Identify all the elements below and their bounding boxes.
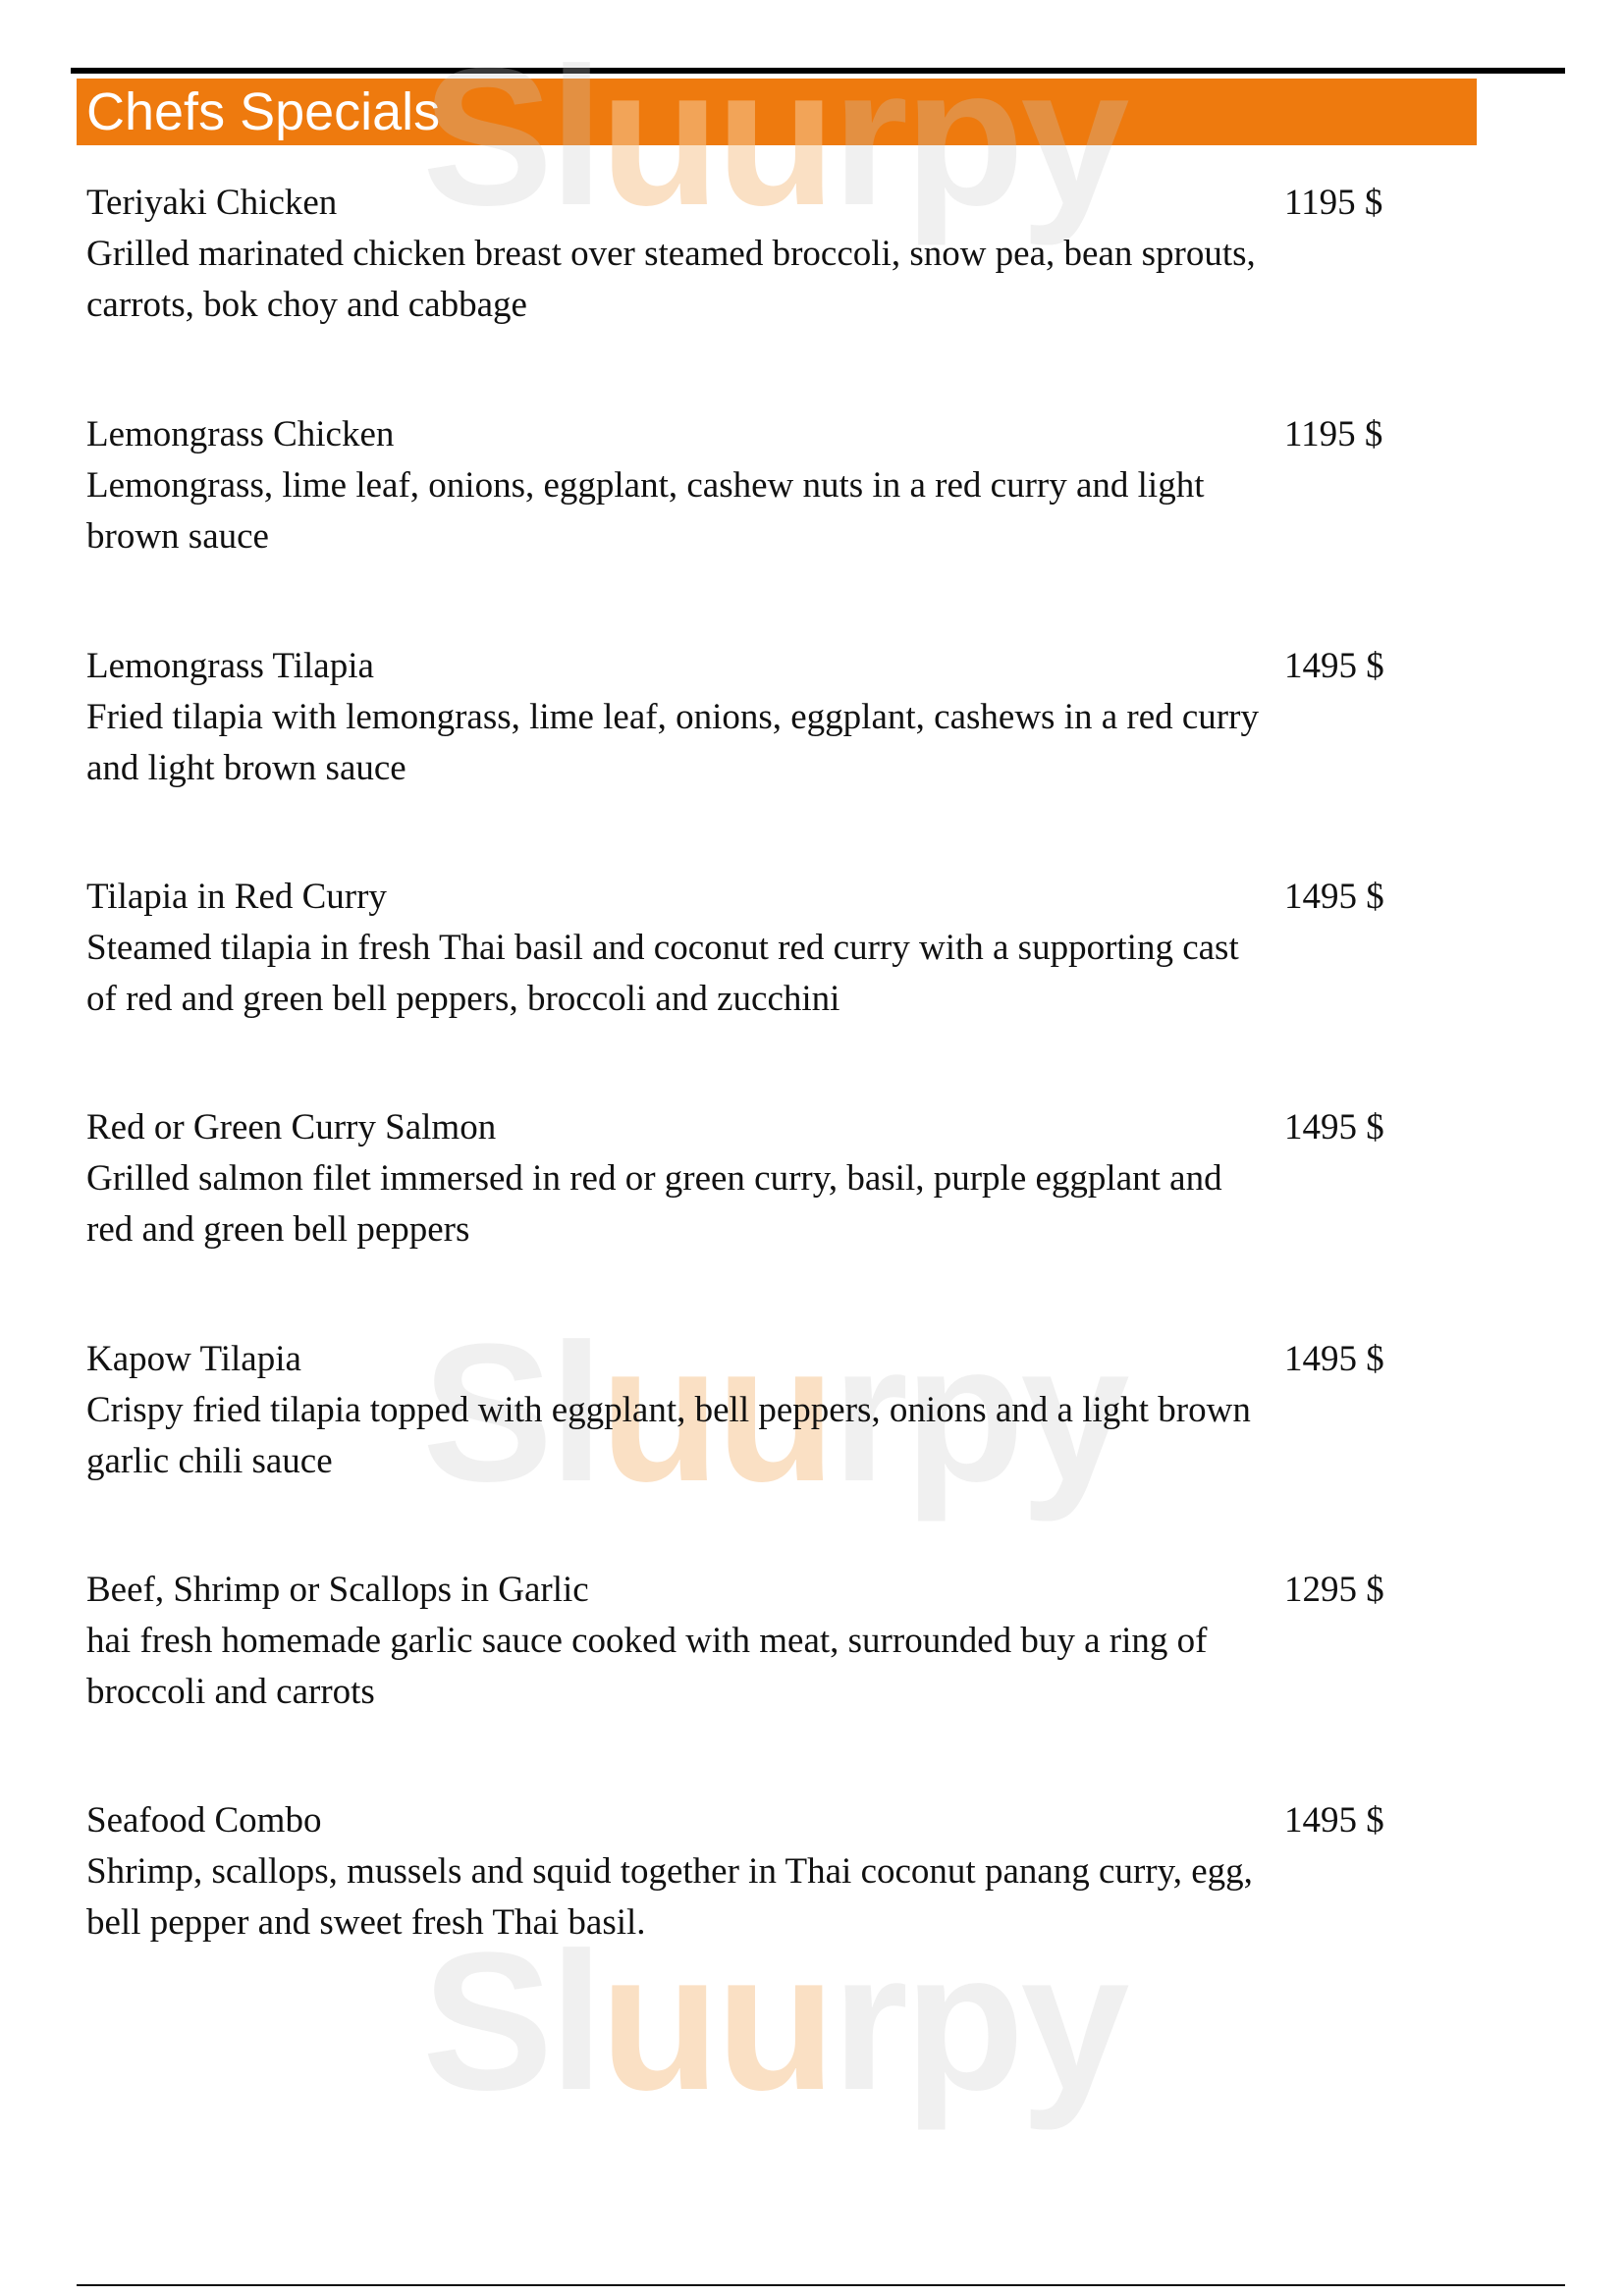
item-description: Fried tilapia with lemongrass, lime leaf, onions, eggplant, cashews in a red curry and light brown sauce (86, 697, 1259, 788)
item-name: Red or Green Curry Salmon (86, 1107, 497, 1148)
menu-item (86, 1102, 1441, 1299)
bottom-rule (77, 2284, 1565, 2286)
item-description: Steamed tilapia in fresh Thai basil and coconut red curry with a supporting cast of red and green bell peppers, broccoli and zucchini (86, 928, 1239, 1019)
item-name: Lemongrass Tilapia (86, 646, 374, 686)
item-description: Lemongrass, lime leaf, onions, eggplant, cashew nuts in a red curry and light brown sauce (86, 465, 1205, 557)
item-description: Crispy fried tilapia topped with eggplant, bell peppers, onions and a light brown garlic chili sauce (86, 1390, 1251, 1481)
menu-item (86, 641, 1441, 837)
watermark-text: Sluurpy (422, 27, 1126, 246)
item-price: 1495 $ (1284, 1107, 1384, 1148)
item-price: 1495 $ (1284, 1800, 1384, 1841)
menu-item (86, 409, 1441, 606)
item-name: Beef, Shrimp or Scallops in Garlic (86, 1570, 589, 1610)
watermark-text: Sluurpy (422, 1912, 1126, 2131)
item-price: 1495 $ (1284, 646, 1384, 686)
watermark-text: Sluurpy (422, 1304, 1126, 1522)
item-name: Seafood Combo (86, 1800, 322, 1841)
item-name: Tilapia in Red Curry (86, 877, 387, 917)
menu-item (86, 178, 1441, 374)
item-description: Shrimp, scallops, mussels and squid together in Thai coconut panang curry, egg, bell pepper and sweet fresh Thai basil. (86, 1851, 1253, 1943)
item-description: hai fresh homemade garlic sauce cooked with meat, surrounded buy a ring of broccoli and carrots (86, 1621, 1208, 1712)
item-name: Kapow Tilapia (86, 1339, 301, 1379)
menu-item (86, 872, 1441, 1068)
item-price: 1495 $ (1284, 877, 1384, 917)
section-title: Chefs Specials (86, 82, 441, 141)
menu-item (86, 1795, 1441, 1992)
item-name: Lemongrass Chicken (86, 414, 395, 454)
item-price: 1495 $ (1284, 1339, 1384, 1379)
item-price: 1295 $ (1284, 1570, 1384, 1610)
menu-item (86, 1334, 1441, 1530)
item-description: Grilled marinated chicken breast over steamed broccoli, snow pea, bean sprouts, carrots, bok choy and cabbage (86, 234, 1256, 325)
menu-item (86, 1565, 1441, 1761)
item-description: Grilled salmon filet immersed in red or green curry, basil, purple eggplant and red and green bell peppers (86, 1158, 1222, 1250)
item-price: 1195 $ (1284, 414, 1383, 454)
item-name: Teriyaki Chicken (86, 183, 338, 223)
item-price: 1195 $ (1284, 183, 1383, 223)
